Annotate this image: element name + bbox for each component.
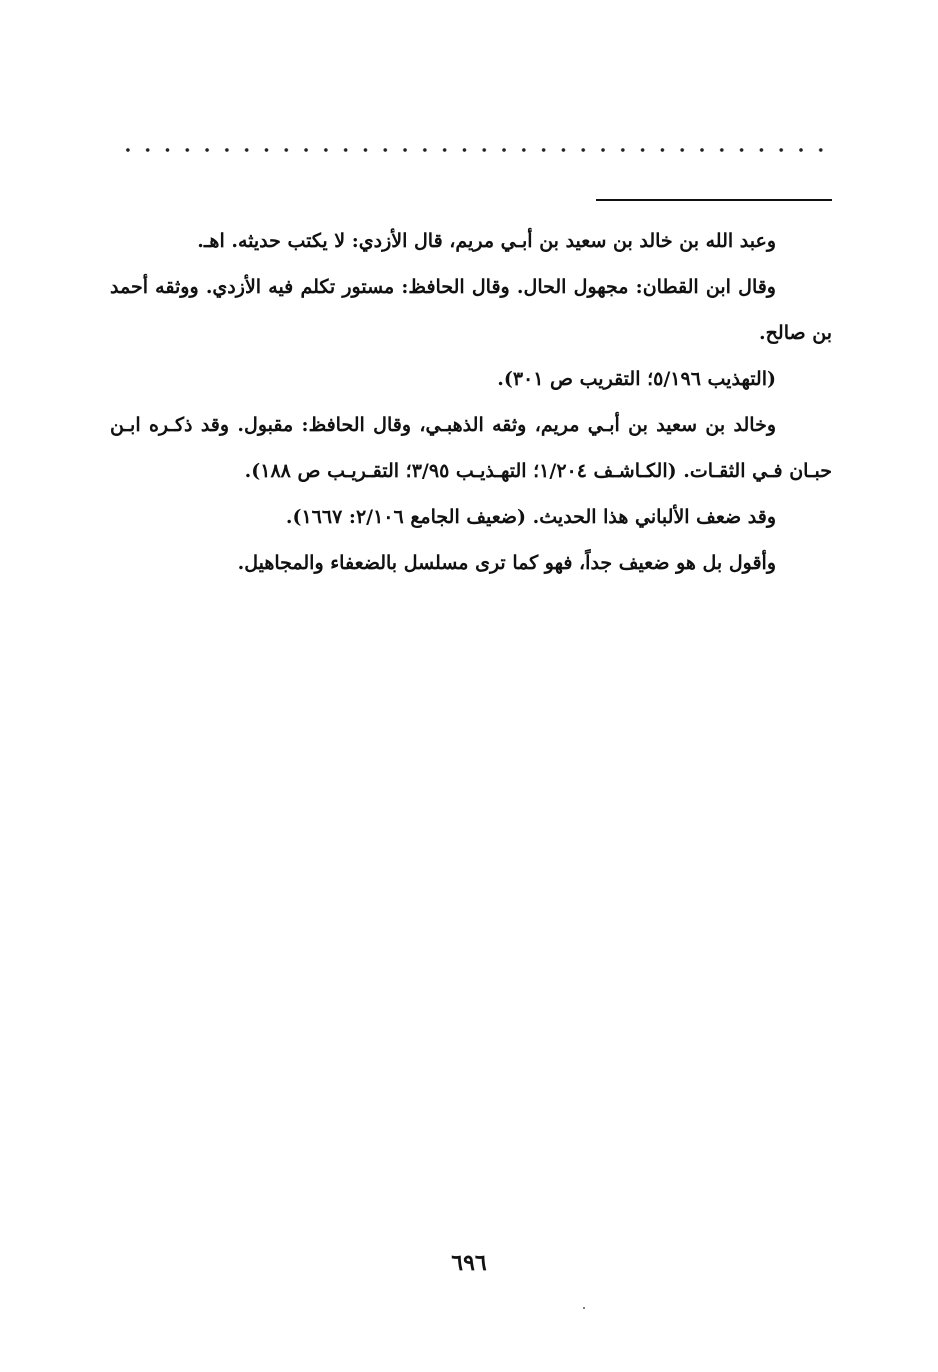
scan-speck	[583, 1307, 585, 1309]
page-number: ٦٩٦	[451, 1250, 487, 1276]
paragraph-reference-tahdhib: (التهذيب ٥/١٩٦؛ التقريب ص ٣٠١).	[497, 368, 776, 390]
paragraph-khalid: وخالد بن سعيد بن أبـي مريم، وثقه الذهبـي، وقال الحافظ: مقبول. وقد ذكـره ابـن حبـان فـي الثقـات. (الكـاشـف ١/٢٠٤؛ التهـذيـب ٣/٩٥؛ التقـريـب ص ١٨٨).	[110, 414, 832, 482]
footnote-body	[110, 218, 832, 586]
dotted-separator	[118, 144, 832, 156]
paragraph-conclusion: وأقول بل هو ضعيف جداً، فهو كما ترى مسلسل بالضعفاء والمجاهيل.	[237, 552, 776, 574]
footnote-rule	[596, 199, 832, 201]
paragraph-ibn-alqattan: وقال ابن القطان: مجهول الحال. وقال الحافظ: مستور تكلم فيه الأزدي. ووثقه أحمد بن صالح.	[110, 276, 832, 344]
paragraph-abdullah: وعبد الله بن خالد بن سعيد بن أبـي مريم، قال الأزدي: لا يكتب حديثه. اهـ.	[197, 230, 776, 252]
paragraph-albani: وقد ضعف الألباني هذا الحديث. (ضعيف الجامع ٢/١٠٦: ١٦٦٧).	[285, 506, 776, 528]
